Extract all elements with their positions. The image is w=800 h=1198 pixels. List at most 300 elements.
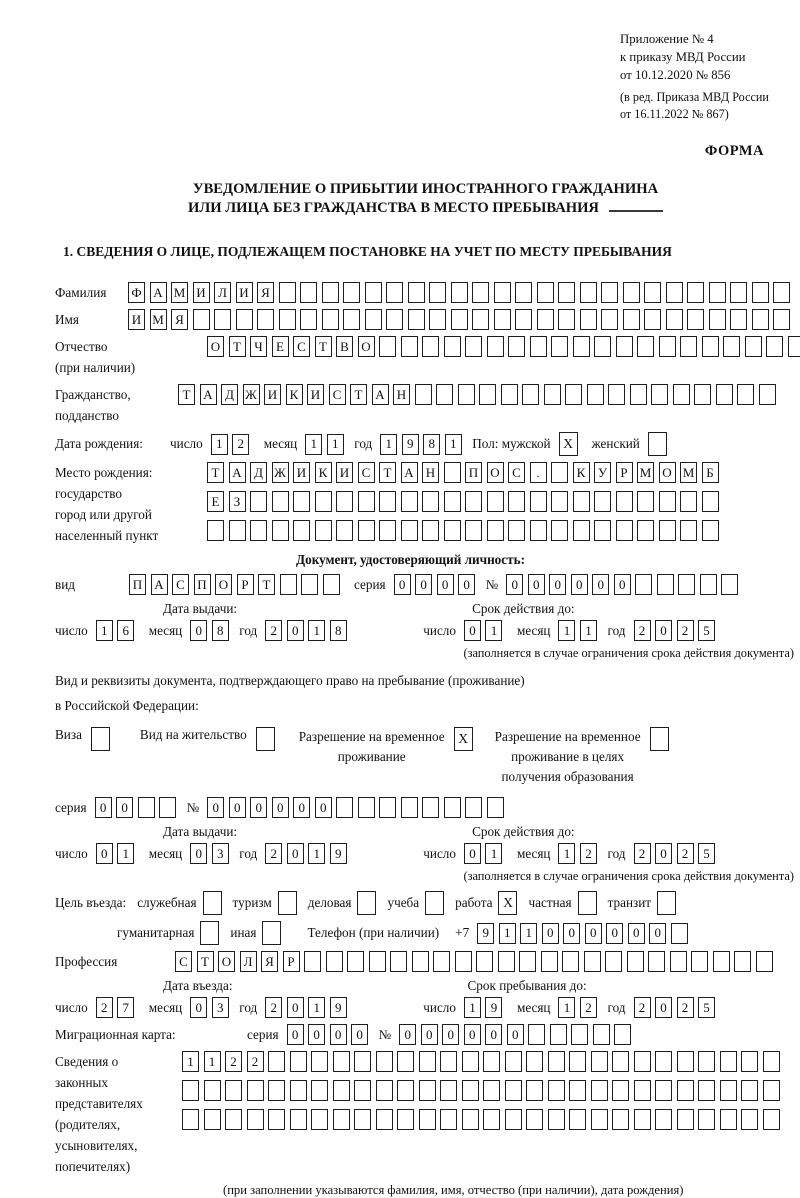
char-cell[interactable]: [225, 1080, 242, 1101]
char-cell[interactable]: [397, 1051, 414, 1072]
purpose-private-checkbox[interactable]: [578, 891, 597, 915]
char-cell[interactable]: [440, 1051, 457, 1072]
char-cell[interactable]: [573, 336, 590, 357]
purpose-commercial-checkbox[interactable]: [357, 891, 376, 915]
char-cell[interactable]: [444, 797, 461, 818]
char-cell[interactable]: 0: [293, 797, 310, 818]
char-cell[interactable]: [612, 1080, 629, 1101]
char-cell[interactable]: [612, 1051, 629, 1072]
char-cell[interactable]: [752, 309, 769, 330]
char-cell[interactable]: [365, 282, 382, 303]
char-cell[interactable]: [594, 491, 611, 512]
char-cell[interactable]: [229, 520, 246, 541]
char-cell[interactable]: [455, 951, 472, 972]
char-cell[interactable]: [257, 309, 274, 330]
char-cell[interactable]: 7: [117, 997, 134, 1018]
char-cell[interactable]: А: [151, 574, 168, 595]
char-cell[interactable]: [522, 384, 539, 405]
char-cell[interactable]: К: [573, 462, 590, 483]
char-cell[interactable]: [207, 520, 224, 541]
char-cell[interactable]: [591, 1080, 608, 1101]
char-cell[interactable]: [655, 1080, 672, 1101]
char-cell[interactable]: [290, 1109, 307, 1130]
char-cell[interactable]: [433, 951, 450, 972]
char-cell[interactable]: [623, 282, 640, 303]
char-cell[interactable]: [687, 309, 704, 330]
char-cell[interactable]: [637, 336, 654, 357]
char-cell[interactable]: 0: [506, 574, 523, 595]
char-cell[interactable]: [550, 1024, 567, 1045]
char-cell[interactable]: 1: [305, 434, 322, 455]
char-cell[interactable]: [569, 1051, 586, 1072]
char-cell[interactable]: [671, 923, 688, 944]
char-cell[interactable]: 0: [399, 1024, 416, 1045]
char-cell[interactable]: И: [264, 384, 281, 405]
char-cell[interactable]: [333, 1109, 350, 1130]
char-cell[interactable]: [558, 282, 575, 303]
char-cell[interactable]: Д: [250, 462, 267, 483]
char-cell[interactable]: 0: [628, 923, 645, 944]
char-cell[interactable]: 1: [308, 997, 325, 1018]
char-cell[interactable]: И: [307, 384, 324, 405]
char-cell[interactable]: 1: [327, 434, 344, 455]
char-cell[interactable]: [680, 491, 697, 512]
char-cell[interactable]: [336, 520, 353, 541]
char-cell[interactable]: 2: [634, 843, 651, 864]
char-cell[interactable]: П: [129, 574, 146, 595]
char-cell[interactable]: [465, 491, 482, 512]
char-cell[interactable]: [311, 1080, 328, 1101]
char-cell[interactable]: [741, 1109, 758, 1130]
char-cell[interactable]: Ф: [128, 282, 145, 303]
char-cell[interactable]: [501, 384, 518, 405]
char-cell[interactable]: [659, 491, 676, 512]
char-cell[interactable]: [608, 384, 625, 405]
char-cell[interactable]: [548, 1051, 565, 1072]
char-cell[interactable]: [657, 574, 674, 595]
char-cell[interactable]: Р: [616, 462, 633, 483]
char-cell[interactable]: 2: [580, 843, 597, 864]
char-cell[interactable]: 2: [677, 620, 694, 641]
char-cell[interactable]: [716, 384, 733, 405]
char-cell[interactable]: 0: [458, 574, 475, 595]
char-cell[interactable]: 0: [287, 620, 304, 641]
char-cell[interactable]: 9: [477, 923, 494, 944]
char-cell[interactable]: [300, 282, 317, 303]
char-cell[interactable]: [268, 1051, 285, 1072]
char-cell[interactable]: [487, 520, 504, 541]
char-cell[interactable]: [580, 282, 597, 303]
char-cell[interactable]: [541, 951, 558, 972]
char-cell[interactable]: [614, 1024, 631, 1045]
char-cell[interactable]: 0: [207, 797, 224, 818]
char-cell[interactable]: [720, 1080, 737, 1101]
char-cell[interactable]: С: [175, 951, 192, 972]
char-cell[interactable]: Н: [393, 384, 410, 405]
char-cell[interactable]: Т: [350, 384, 367, 405]
char-cell[interactable]: [293, 491, 310, 512]
char-cell[interactable]: О: [358, 336, 375, 357]
char-cell[interactable]: [487, 336, 504, 357]
char-cell[interactable]: 3: [212, 997, 229, 1018]
char-cell[interactable]: [429, 309, 446, 330]
char-cell[interactable]: [476, 951, 493, 972]
char-cell[interactable]: [347, 951, 364, 972]
char-cell[interactable]: [551, 462, 568, 483]
char-cell[interactable]: [408, 282, 425, 303]
temp-residence-checkbox[interactable]: X: [454, 727, 473, 751]
char-cell[interactable]: [419, 1051, 436, 1072]
char-cell[interactable]: Т: [379, 462, 396, 483]
char-cell[interactable]: Н: [422, 462, 439, 483]
char-cell[interactable]: 2: [247, 1051, 264, 1072]
char-cell[interactable]: В: [336, 336, 353, 357]
char-cell[interactable]: [462, 1109, 479, 1130]
char-cell[interactable]: [677, 1051, 694, 1072]
char-cell[interactable]: [323, 574, 340, 595]
char-cell[interactable]: [528, 1024, 545, 1045]
char-cell[interactable]: [745, 336, 762, 357]
char-cell[interactable]: 1: [558, 843, 575, 864]
char-cell[interactable]: [290, 1080, 307, 1101]
char-cell[interactable]: 1: [464, 997, 481, 1018]
char-cell[interactable]: [354, 1109, 371, 1130]
char-cell[interactable]: [591, 1109, 608, 1130]
char-cell[interactable]: 0: [415, 574, 432, 595]
char-cell[interactable]: [379, 797, 396, 818]
char-cell[interactable]: [551, 491, 568, 512]
char-cell[interactable]: [311, 1109, 328, 1130]
char-cell[interactable]: Т: [229, 336, 246, 357]
char-cell[interactable]: [730, 309, 747, 330]
char-cell[interactable]: 0: [190, 620, 207, 641]
char-cell[interactable]: [379, 336, 396, 357]
char-cell[interactable]: [326, 951, 343, 972]
char-cell[interactable]: 0: [528, 574, 545, 595]
char-cell[interactable]: [635, 574, 652, 595]
char-cell[interactable]: [593, 1024, 610, 1045]
char-cell[interactable]: [279, 282, 296, 303]
char-cell[interactable]: 1: [308, 620, 325, 641]
char-cell[interactable]: [698, 1109, 715, 1130]
char-cell[interactable]: [694, 384, 711, 405]
char-cell[interactable]: [444, 462, 461, 483]
char-cell[interactable]: 0: [250, 797, 267, 818]
char-cell[interactable]: [515, 309, 532, 330]
char-cell[interactable]: 2: [634, 997, 651, 1018]
sex-male-checkbox[interactable]: X: [559, 432, 578, 456]
char-cell[interactable]: [508, 336, 525, 357]
char-cell[interactable]: [419, 1080, 436, 1101]
char-cell[interactable]: 5: [698, 997, 715, 1018]
char-cell[interactable]: [737, 384, 754, 405]
char-cell[interactable]: А: [200, 384, 217, 405]
char-cell[interactable]: 1: [182, 1051, 199, 1072]
char-cell[interactable]: Ч: [250, 336, 267, 357]
char-cell[interactable]: [571, 1024, 588, 1045]
char-cell[interactable]: [301, 574, 318, 595]
char-cell[interactable]: [462, 1080, 479, 1101]
char-cell[interactable]: С: [293, 336, 310, 357]
char-cell[interactable]: [376, 1051, 393, 1072]
char-cell[interactable]: Е: [207, 491, 224, 512]
char-cell[interactable]: Е: [272, 336, 289, 357]
char-cell[interactable]: [709, 309, 726, 330]
purpose-transit-checkbox[interactable]: [657, 891, 676, 915]
char-cell[interactable]: [422, 797, 439, 818]
char-cell[interactable]: [655, 1051, 672, 1072]
char-cell[interactable]: 0: [421, 1024, 438, 1045]
char-cell[interactable]: [720, 1109, 737, 1130]
char-cell[interactable]: [444, 491, 461, 512]
char-cell[interactable]: [379, 520, 396, 541]
char-cell[interactable]: О: [215, 574, 232, 595]
char-cell[interactable]: [756, 951, 773, 972]
char-cell[interactable]: [408, 309, 425, 330]
char-cell[interactable]: [494, 309, 511, 330]
char-cell[interactable]: С: [508, 462, 525, 483]
char-cell[interactable]: [315, 491, 332, 512]
char-cell[interactable]: 1: [380, 434, 397, 455]
char-cell[interactable]: [677, 1080, 694, 1101]
char-cell[interactable]: [526, 1109, 543, 1130]
char-cell[interactable]: 6: [117, 620, 134, 641]
char-cell[interactable]: 9: [485, 997, 502, 1018]
char-cell[interactable]: [412, 951, 429, 972]
char-cell[interactable]: И: [193, 282, 210, 303]
char-cell[interactable]: [508, 491, 525, 512]
char-cell[interactable]: [580, 309, 597, 330]
char-cell[interactable]: 1: [499, 923, 516, 944]
char-cell[interactable]: 0: [315, 797, 332, 818]
char-cell[interactable]: [634, 1080, 651, 1101]
char-cell[interactable]: [280, 574, 297, 595]
char-cell[interactable]: [268, 1109, 285, 1130]
char-cell[interactable]: 1: [558, 620, 575, 641]
char-cell[interactable]: 1: [580, 620, 597, 641]
char-cell[interactable]: .: [530, 462, 547, 483]
char-cell[interactable]: 2: [96, 997, 113, 1018]
char-cell[interactable]: [702, 491, 719, 512]
char-cell[interactable]: [247, 1109, 264, 1130]
char-cell[interactable]: 9: [402, 434, 419, 455]
char-cell[interactable]: [333, 1080, 350, 1101]
char-cell[interactable]: [204, 1080, 221, 1101]
char-cell[interactable]: [451, 309, 468, 330]
char-cell[interactable]: [721, 574, 738, 595]
char-cell[interactable]: [458, 384, 475, 405]
char-cell[interactable]: [573, 520, 590, 541]
char-cell[interactable]: 0: [272, 797, 289, 818]
char-cell[interactable]: 1: [117, 843, 134, 864]
char-cell[interactable]: [616, 520, 633, 541]
char-cell[interactable]: [498, 951, 515, 972]
char-cell[interactable]: 0: [287, 1024, 304, 1045]
char-cell[interactable]: [526, 1051, 543, 1072]
char-cell[interactable]: [634, 1051, 651, 1072]
char-cell[interactable]: [293, 520, 310, 541]
char-cell[interactable]: [386, 282, 403, 303]
char-cell[interactable]: [365, 309, 382, 330]
char-cell[interactable]: А: [229, 462, 246, 483]
char-cell[interactable]: О: [218, 951, 235, 972]
char-cell[interactable]: 8: [330, 620, 347, 641]
char-cell[interactable]: [268, 1080, 285, 1101]
char-cell[interactable]: [634, 1109, 651, 1130]
char-cell[interactable]: [401, 491, 418, 512]
char-cell[interactable]: [505, 1080, 522, 1101]
char-cell[interactable]: [741, 1051, 758, 1072]
char-cell[interactable]: 0: [655, 997, 672, 1018]
char-cell[interactable]: 0: [190, 843, 207, 864]
char-cell[interactable]: [358, 520, 375, 541]
char-cell[interactable]: [311, 1051, 328, 1072]
char-cell[interactable]: [713, 951, 730, 972]
char-cell[interactable]: [587, 384, 604, 405]
char-cell[interactable]: 1: [211, 434, 228, 455]
char-cell[interactable]: [720, 1051, 737, 1072]
char-cell[interactable]: [659, 336, 676, 357]
char-cell[interactable]: [483, 1109, 500, 1130]
char-cell[interactable]: [462, 1051, 479, 1072]
char-cell[interactable]: 0: [442, 1024, 459, 1045]
char-cell[interactable]: [397, 1109, 414, 1130]
char-cell[interactable]: [247, 1080, 264, 1101]
char-cell[interactable]: Л: [214, 282, 231, 303]
char-cell[interactable]: Т: [197, 951, 214, 972]
char-cell[interactable]: [204, 1109, 221, 1130]
char-cell[interactable]: 1: [445, 434, 462, 455]
char-cell[interactable]: 0: [655, 620, 672, 641]
char-cell[interactable]: 0: [351, 1024, 368, 1045]
char-cell[interactable]: [272, 520, 289, 541]
char-cell[interactable]: [290, 1051, 307, 1072]
char-cell[interactable]: 0: [549, 574, 566, 595]
char-cell[interactable]: [472, 309, 489, 330]
char-cell[interactable]: [788, 336, 800, 357]
char-cell[interactable]: 0: [563, 923, 580, 944]
char-cell[interactable]: 0: [585, 923, 602, 944]
char-cell[interactable]: [526, 1080, 543, 1101]
char-cell[interactable]: [376, 1109, 393, 1130]
char-cell[interactable]: А: [150, 282, 167, 303]
char-cell[interactable]: [763, 1080, 780, 1101]
char-cell[interactable]: Р: [237, 574, 254, 595]
char-cell[interactable]: [530, 491, 547, 512]
char-cell[interactable]: [508, 520, 525, 541]
char-cell[interactable]: [759, 384, 776, 405]
char-cell[interactable]: [752, 282, 769, 303]
purpose-work-checkbox[interactable]: X: [498, 891, 517, 915]
char-cell[interactable]: [465, 336, 482, 357]
char-cell[interactable]: [763, 1109, 780, 1130]
char-cell[interactable]: 2: [265, 620, 282, 641]
char-cell[interactable]: 0: [614, 574, 631, 595]
char-cell[interactable]: П: [465, 462, 482, 483]
char-cell[interactable]: [623, 309, 640, 330]
char-cell[interactable]: [279, 309, 296, 330]
char-cell[interactable]: И: [336, 462, 353, 483]
char-cell[interactable]: М: [171, 282, 188, 303]
char-cell[interactable]: О: [659, 462, 676, 483]
char-cell[interactable]: [182, 1080, 199, 1101]
char-cell[interactable]: [637, 520, 654, 541]
char-cell[interactable]: [655, 1109, 672, 1130]
char-cell[interactable]: [225, 1109, 242, 1130]
char-cell[interactable]: [436, 384, 453, 405]
char-cell[interactable]: [698, 1051, 715, 1072]
char-cell[interactable]: [680, 336, 697, 357]
char-cell[interactable]: [734, 951, 751, 972]
char-cell[interactable]: [358, 491, 375, 512]
char-cell[interactable]: 1: [520, 923, 537, 944]
char-cell[interactable]: Д: [221, 384, 238, 405]
char-cell[interactable]: 0: [571, 574, 588, 595]
char-cell[interactable]: З: [229, 491, 246, 512]
char-cell[interactable]: И: [293, 462, 310, 483]
purpose-humanitarian-checkbox[interactable]: [200, 921, 219, 945]
char-cell[interactable]: О: [207, 336, 224, 357]
char-cell[interactable]: [483, 1051, 500, 1072]
char-cell[interactable]: 3: [212, 843, 229, 864]
char-cell[interactable]: 8: [423, 434, 440, 455]
char-cell[interactable]: К: [315, 462, 332, 483]
char-cell[interactable]: [648, 951, 665, 972]
char-cell[interactable]: М: [637, 462, 654, 483]
char-cell[interactable]: Ж: [272, 462, 289, 483]
char-cell[interactable]: [594, 520, 611, 541]
char-cell[interactable]: О: [487, 462, 504, 483]
char-cell[interactable]: [376, 1080, 393, 1101]
char-cell[interactable]: [605, 951, 622, 972]
char-cell[interactable]: [250, 491, 267, 512]
char-cell[interactable]: 0: [229, 797, 246, 818]
char-cell[interactable]: [494, 282, 511, 303]
char-cell[interactable]: [304, 951, 321, 972]
char-cell[interactable]: К: [286, 384, 303, 405]
char-cell[interactable]: [537, 282, 554, 303]
char-cell[interactable]: [390, 951, 407, 972]
char-cell[interactable]: [379, 491, 396, 512]
purpose-business-checkbox[interactable]: [203, 891, 222, 915]
char-cell[interactable]: 0: [485, 1024, 502, 1045]
char-cell[interactable]: 0: [394, 574, 411, 595]
char-cell[interactable]: [465, 520, 482, 541]
char-cell[interactable]: С: [358, 462, 375, 483]
char-cell[interactable]: [591, 1051, 608, 1072]
purpose-tourism-checkbox[interactable]: [278, 891, 297, 915]
char-cell[interactable]: [644, 282, 661, 303]
char-cell[interactable]: 0: [507, 1024, 524, 1045]
char-cell[interactable]: 1: [204, 1051, 221, 1072]
char-cell[interactable]: [138, 797, 155, 818]
char-cell[interactable]: Я: [257, 282, 274, 303]
char-cell[interactable]: [422, 520, 439, 541]
char-cell[interactable]: [419, 1109, 436, 1130]
char-cell[interactable]: С: [329, 384, 346, 405]
char-cell[interactable]: [336, 491, 353, 512]
char-cell[interactable]: [562, 951, 579, 972]
char-cell[interactable]: А: [401, 462, 418, 483]
char-cell[interactable]: [612, 1109, 629, 1130]
char-cell[interactable]: 1: [558, 997, 575, 1018]
char-cell[interactable]: [515, 282, 532, 303]
sex-female-checkbox[interactable]: [648, 432, 667, 456]
char-cell[interactable]: 1: [485, 620, 502, 641]
char-cell[interactable]: [700, 574, 717, 595]
char-cell[interactable]: 2: [265, 843, 282, 864]
char-cell[interactable]: 0: [649, 923, 666, 944]
